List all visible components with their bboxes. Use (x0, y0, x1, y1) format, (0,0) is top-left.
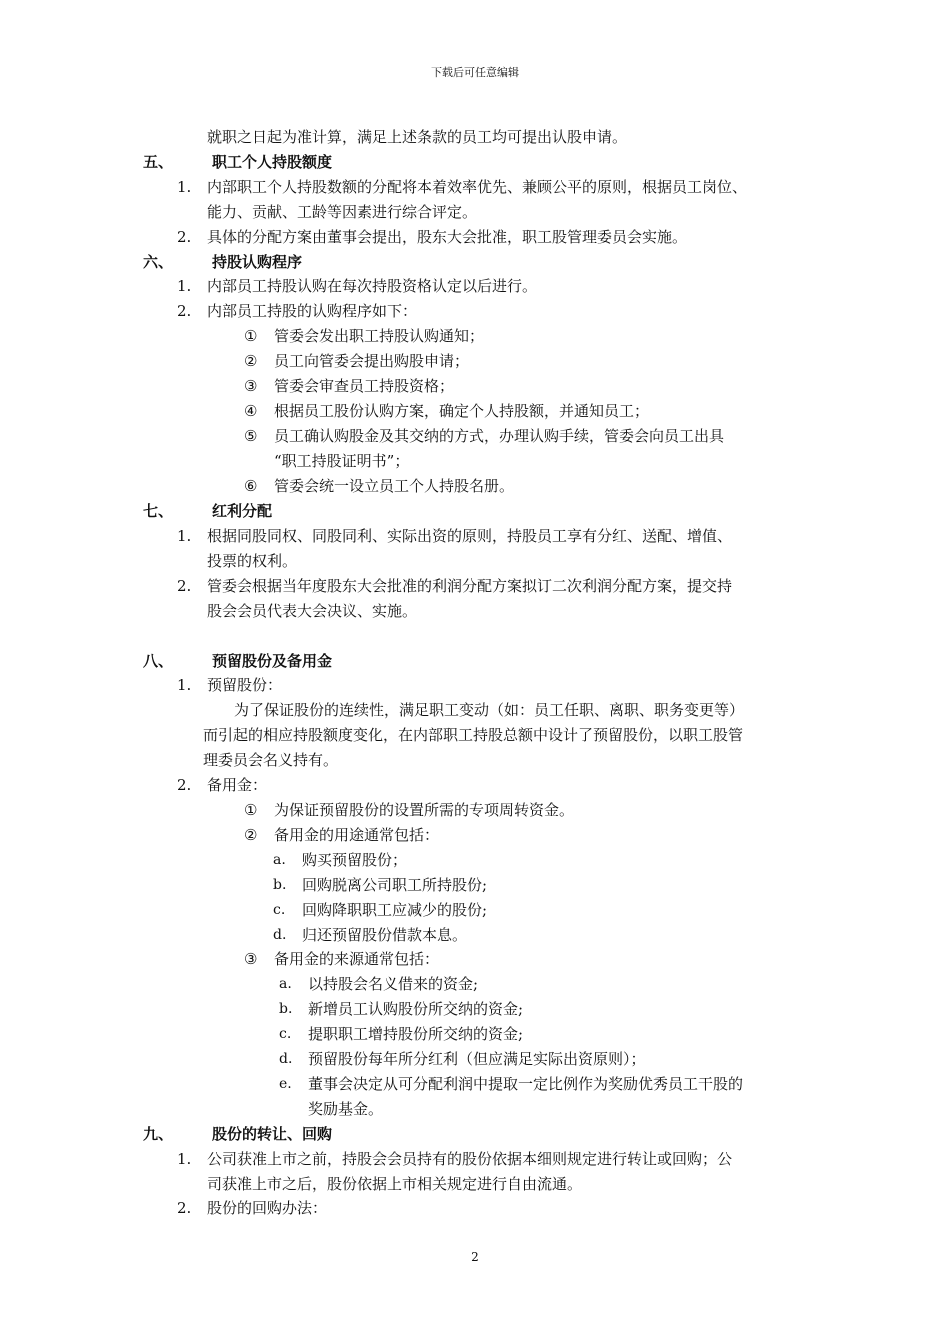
list-item: 为保证预留股份的设置所需的专项周转资金。 (274, 801, 575, 819)
list-marker: ② (244, 826, 258, 844)
item-number: 2. (177, 776, 192, 794)
list-item: 管委会统一设立员工个人持股名册。 (274, 477, 515, 495)
paragraph-line: 就职之日起为准计算，满足上述条款的员工均可提出认股申请。 (207, 128, 628, 146)
list-item: 管委会审查员工持股资格； (274, 377, 455, 395)
list-item: 以持股会名义借来的资金; (308, 975, 479, 993)
section-number: 九、 (143, 1125, 174, 1143)
item-number: 2. (177, 302, 192, 320)
section-number: 六、 (143, 253, 174, 271)
paragraph-line: 投票的权利。 (207, 552, 298, 570)
paragraph-line: 理委员会名义持有。 (203, 751, 339, 769)
page-header: 下载后可任意编辑 (431, 66, 519, 79)
list-item: 回购降职职工应减少的股份; (302, 901, 488, 919)
paragraph-line: 为了保证股份的连续性，满足职工变动（如：员工任职、离职、职务变更等） (234, 701, 745, 719)
list-marker: a. (279, 976, 292, 992)
paragraph-line: 内部员工持股认购在每次持股资格认定以后进行。 (207, 277, 538, 295)
list-item: 新增员工认购股份所交纳的资金; (308, 1000, 524, 1018)
section-title: 职工个人持股额度 (212, 153, 333, 171)
list-marker: a. (273, 852, 286, 868)
item-number: 1. (177, 178, 192, 196)
list-item: 购买预留股份； (302, 851, 408, 869)
paragraph-line: 预留股份： (207, 676, 283, 694)
paragraph-line: 管委会根据当年度股东大会批准的利润分配方案拟订二次利润分配方案，提交持 (207, 577, 733, 595)
list-item: 回购脱离公司职工所持股份; (302, 876, 488, 894)
paragraph-line: 公司获准上市之前，持股会会员持有的股份依据本细则规定进行转让或回购；公 (207, 1150, 733, 1168)
section-title: 股份的转让、回购 (212, 1125, 333, 1143)
section-title: 红利分配 (212, 502, 273, 520)
paragraph-line: 备用金： (207, 776, 268, 794)
paragraph-line: 内部员工持股的认购程序如下： (207, 302, 418, 320)
list-item: 预留股份每年所分红利（但应满足实际出资原则）； (308, 1050, 646, 1068)
list-marker: ⑤ (244, 427, 258, 445)
paragraph-line: 具体的分配方案由董事会提出，股东大会批准，职工股管理委员会实施。 (207, 228, 688, 246)
list-marker: e. (279, 1076, 292, 1092)
list-marker: ③ (244, 377, 258, 395)
list-item: 员工向管委会提出购股申请； (274, 352, 470, 370)
paragraph-line: 股份的回购办法： (207, 1199, 328, 1217)
item-number: 1. (177, 676, 192, 694)
item-number: 1. (177, 527, 192, 545)
section-title: 持股认购程序 (212, 253, 303, 271)
item-number: 1. (177, 1150, 192, 1168)
paragraph-line: 司获准上市之后，股份依据上市相关规定进行自由流通。 (207, 1175, 583, 1193)
list-item: “职工持股证明书”； (274, 452, 410, 470)
list-item: 备用金的来源通常包括： (274, 950, 440, 968)
section-title: 预留股份及备用金 (212, 652, 333, 670)
list-marker: d. (279, 1051, 293, 1067)
item-number: 2. (177, 228, 192, 246)
section-number: 八、 (143, 652, 174, 670)
list-marker: ④ (244, 402, 258, 420)
list-marker: c. (279, 1026, 292, 1042)
list-item: 员工确认购股金及其交纳的方式，办理认购手续，管委会向员工出具 (274, 427, 725, 445)
list-item: 管委会发出职工持股认购通知； (274, 327, 485, 345)
section-number: 五、 (143, 153, 174, 171)
list-item: 归还预留股份借款本息。 (302, 926, 468, 944)
list-item: 提职职工增持股份所交纳的资金; (308, 1025, 524, 1043)
list-marker: ⑥ (244, 477, 258, 495)
list-marker: b. (273, 877, 287, 893)
list-marker: ③ (244, 950, 258, 968)
item-number: 1. (177, 277, 192, 295)
section-number: 七、 (143, 502, 174, 520)
list-marker: b. (279, 1001, 293, 1017)
paragraph-line: 而引起的相应持股额度变化，在内部职工持股总额中设计了预留股份，以职工股管 (203, 726, 744, 744)
list-marker: c. (273, 902, 286, 918)
item-number: 2. (177, 1199, 192, 1217)
paragraph-line: 根据同股同权、同股同利、实际出资的原则，持股员工享有分红、送配、增值、 (207, 527, 733, 545)
list-marker: ① (244, 801, 258, 819)
paragraph-line: 内部职工个人持股数额的分配将本着效率优先、兼顾公平的原则，根据员工岗位、 (207, 178, 748, 196)
paragraph-line: 能力、贡献、工龄等因素进行综合评定。 (207, 203, 478, 221)
list-item: 董事会决定从可分配利润中提取一定比例作为奖励优秀员工干股的 (308, 1075, 744, 1093)
item-number: 2. (177, 577, 192, 595)
list-item: 根据员工股份认购方案，确定个人持股额，并通知员工； (274, 402, 650, 420)
list-marker: d. (273, 927, 287, 943)
list-marker: ① (244, 327, 258, 345)
page-number: 2 (471, 1250, 479, 1264)
list-item: 奖励基金。 (308, 1100, 384, 1118)
list-marker: ② (244, 352, 258, 370)
list-item: 备用金的用途通常包括： (274, 826, 440, 844)
paragraph-line: 股会会员代表大会决议、实施。 (207, 602, 418, 620)
